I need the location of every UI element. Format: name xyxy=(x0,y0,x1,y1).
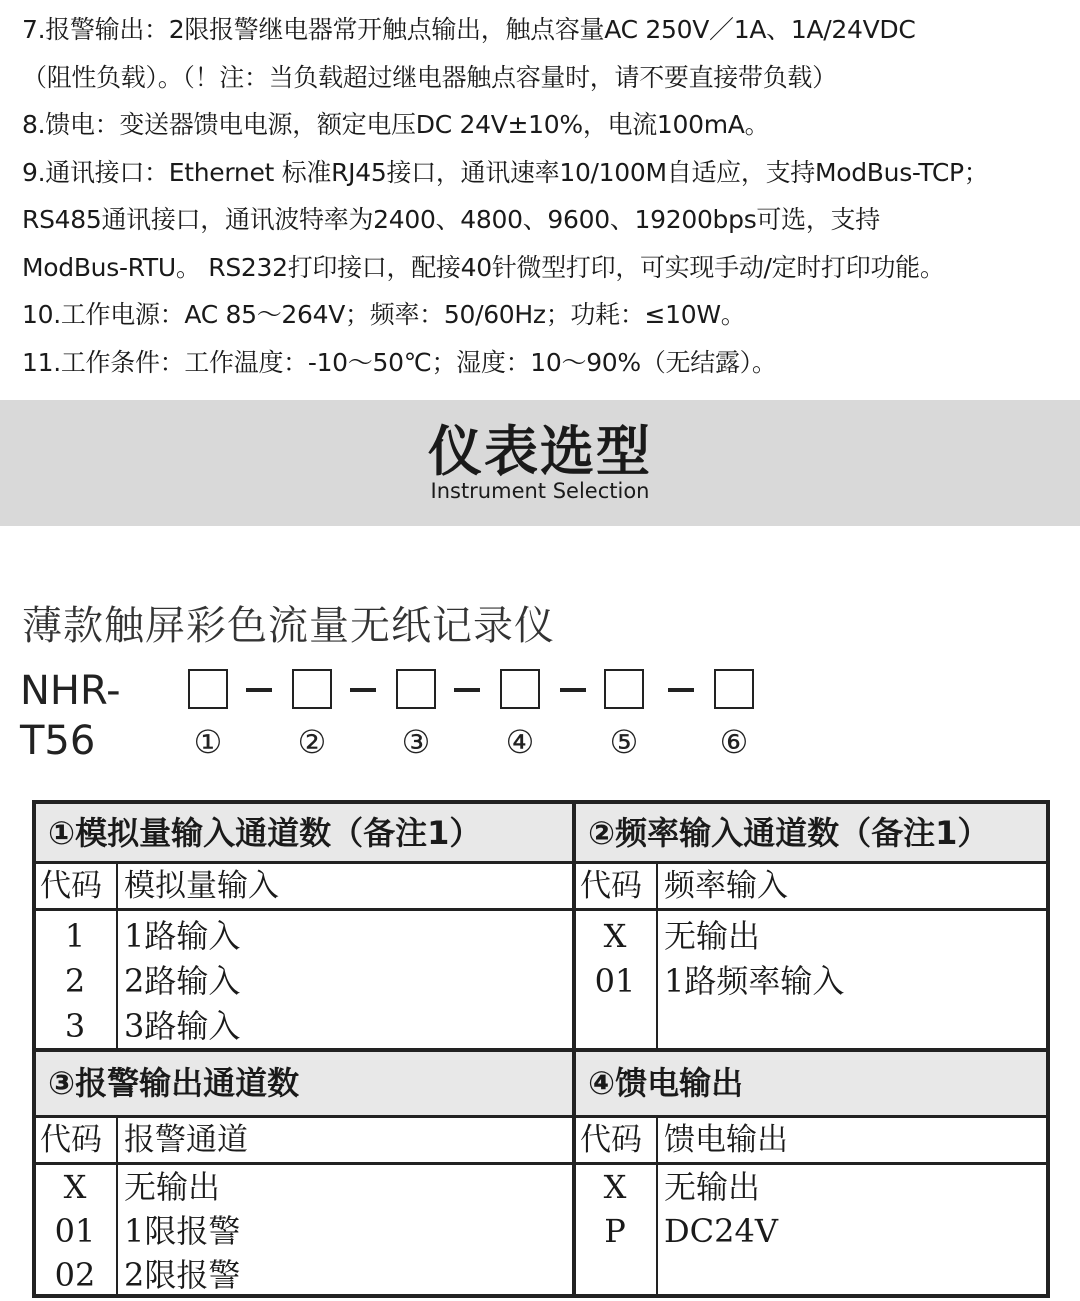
spec-line: （阻性负载）。（！注：当负载超过继电器触点容量时，请不要直接带负载） xyxy=(22,62,837,92)
model-dash xyxy=(454,688,480,692)
selection-table xyxy=(32,800,1050,1298)
label-header: 频率输入 xyxy=(664,868,788,904)
spec-line: 10.工作电源：AC 85～264V；频率：50/60Hz；功耗：≤10W。 xyxy=(22,300,746,329)
row-code: 02 xyxy=(54,1256,96,1294)
row-value: 1路输入 xyxy=(124,917,241,955)
slot-number: ⑥ xyxy=(719,723,749,761)
code-header: 代码 xyxy=(40,868,102,904)
label-header: 模拟量输入 xyxy=(124,868,279,904)
row-code: 2 xyxy=(64,962,86,1000)
model-slot-box xyxy=(188,669,228,709)
slot-number: ④ xyxy=(505,723,535,761)
row-value: 无输出 xyxy=(664,917,761,955)
spec-line: 9.通讯接口：Ethernet 标准RJ45接口，通讯速率10/100M自适应，支持ModBus-TCP； xyxy=(22,157,989,187)
spec-line: 8.馈电：变送器馈电电源，额定电压DC 24V±10%，电流100mA。 xyxy=(22,110,770,139)
table-row xyxy=(576,1209,1046,1254)
row-value: DC24V xyxy=(664,1212,778,1250)
table-row xyxy=(576,1165,1046,1210)
row-code: 3 xyxy=(64,1007,86,1045)
spec-line: RS485通讯接口，通讯波特率为2400、4800、9600、19200bps可选，支持 xyxy=(22,205,880,234)
table-row xyxy=(36,914,572,959)
column-header-row xyxy=(576,1118,1046,1165)
row-code: 01 xyxy=(594,962,636,1000)
section-title: ②频率输入通道数（备注1） xyxy=(576,804,1046,864)
label-header: 馈电输出 xyxy=(664,1122,788,1158)
row-value: 无输出 xyxy=(124,1168,221,1206)
slot-number: ② xyxy=(297,723,327,761)
table-column-left xyxy=(36,804,572,1294)
table-row xyxy=(36,1253,572,1298)
row-value: 3路输入 xyxy=(124,1007,241,1045)
row-code: 01 xyxy=(54,1212,96,1250)
spec-line: ModBus-RTU。 RS232打印接口，配接40针微型打印，可实现手动/定时打印功能。 xyxy=(22,252,945,282)
section-banner xyxy=(0,400,1080,526)
table-row xyxy=(36,1004,572,1049)
table-row xyxy=(576,914,1046,959)
row-code: P xyxy=(604,1212,626,1250)
model-slot-box xyxy=(396,669,436,709)
row-code: X xyxy=(603,917,627,955)
row-value: 2路输入 xyxy=(124,962,241,1000)
table-row xyxy=(36,1209,572,1254)
section-title: ③报警输出通道数 xyxy=(36,1048,572,1118)
spec-line: 11.工作条件：工作温度：-10～50℃；湿度：10～90%（无结露）。 xyxy=(22,347,777,377)
banner-title: 仪表选型 xyxy=(428,420,652,483)
row-code: X xyxy=(603,1168,627,1206)
row-value: 2限报警 xyxy=(124,1256,241,1294)
slot-number: ① xyxy=(193,723,223,761)
table-row xyxy=(36,959,572,1004)
row-value: 1路频率输入 xyxy=(664,962,845,1000)
model-slot-box xyxy=(500,669,540,709)
banner-subtitle: Instrument Selection xyxy=(430,479,650,503)
column-header-row xyxy=(576,864,1046,911)
spec-line: 7.报警输出：2限报警继电器常开触点输出，触点容量AC 250V／1A、1A/24VDC xyxy=(22,15,916,44)
section-title: ①模拟量输入通道数（备注1） xyxy=(36,804,572,864)
row-code: X xyxy=(63,1168,87,1206)
code-header: 代码 xyxy=(580,868,642,904)
model-dash xyxy=(668,688,694,692)
code-header: 代码 xyxy=(580,1122,642,1158)
model-prefix: NHR-T56 xyxy=(20,668,121,764)
table-column-right xyxy=(572,804,1046,1294)
model-slot-box xyxy=(604,669,644,709)
model-dash xyxy=(350,688,376,692)
table-row xyxy=(576,959,1046,1004)
slot-number: ⑤ xyxy=(609,723,639,761)
table-row xyxy=(36,1165,572,1210)
model-slot-box xyxy=(292,669,332,709)
spec-list xyxy=(22,6,1072,386)
product-name: 薄款触屏彩色流量无纸记录仪 xyxy=(22,603,555,649)
code-header: 代码 xyxy=(40,1122,102,1158)
model-slot-box xyxy=(714,669,754,709)
slot-number: ③ xyxy=(401,723,431,761)
label-header: 报警通道 xyxy=(124,1122,248,1158)
row-value: 无输出 xyxy=(664,1168,761,1206)
row-value: 1限报警 xyxy=(124,1212,241,1250)
row-code: 1 xyxy=(64,917,86,955)
model-dash xyxy=(246,688,272,692)
model-dash xyxy=(560,688,586,692)
section-title: ④馈电输出 xyxy=(576,1048,1046,1118)
